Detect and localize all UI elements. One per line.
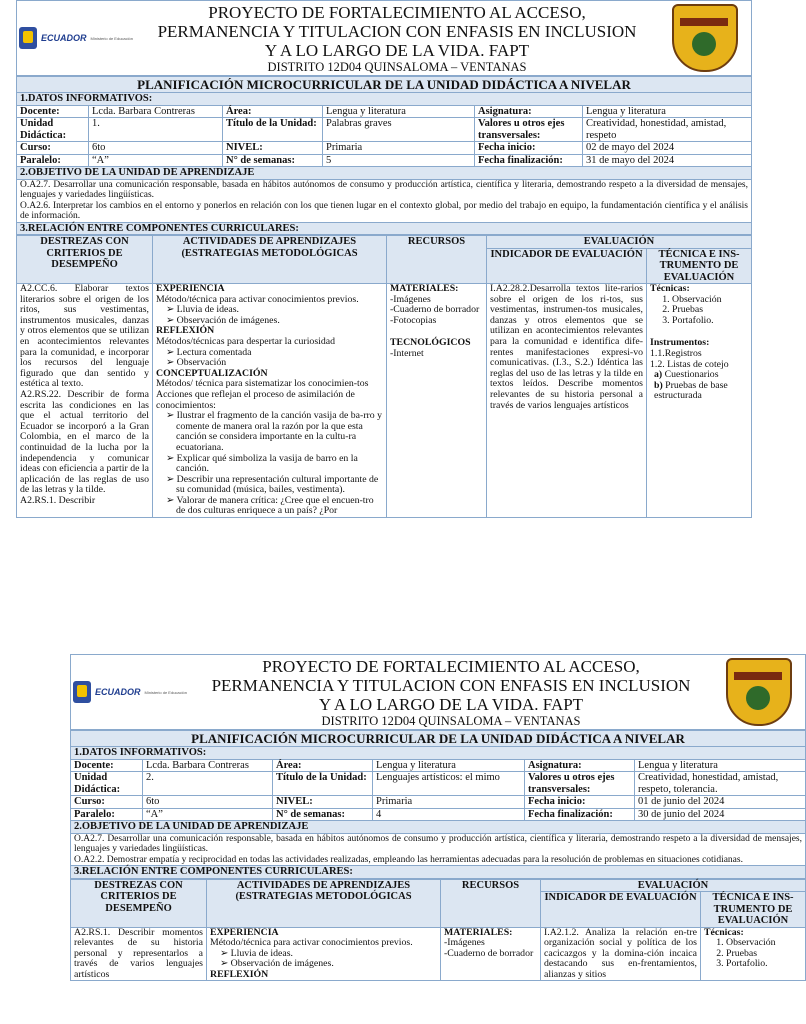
section-relacion: 3.RELACIÓN ENTRE COMPONENTES CURRICULARES:	[17, 222, 752, 235]
label-curso: Curso:	[71, 796, 143, 809]
logo-subtitle: Ministerio de Educación	[144, 689, 187, 695]
value-fecha-fin: 31 de mayo del 2024	[583, 154, 752, 167]
list-item: ➢ Ilustrar el fragmento de la canción vasija de ba-rro y comente de manera oral la razón por la que esta canción se considera importante en la cultu-ra ecuatoriana.	[166, 411, 383, 453]
col-destrezas: DESTREZAS CON CRITERIOS DE DESEMPEÑO	[71, 879, 207, 927]
col-destrezas: DESTREZAS CON CRITERIOS DE DESEMPEÑO	[17, 236, 153, 284]
act-experiencia: EXPERIENCIA	[156, 283, 225, 294]
label-paralelo: Paralelo:	[17, 154, 89, 167]
list-item: ➢ Explicar qué simboliza la vasija de barro en la canción.	[166, 454, 383, 475]
value-valores: Creatividad, honestidad, amistad, respeto, tolerancia.	[635, 772, 806, 796]
act-concept-text-2: Acciones que reflejan el proceso de asimilación de conocimientos:	[156, 388, 355, 411]
school-shield-icon	[672, 4, 738, 72]
value-area: Lengua y literatura	[323, 105, 475, 118]
rec-materiales: MATERIALES:	[444, 926, 513, 938]
objetivo-1: O.A2.7. Desarrollar una comunicación responsable, basada en hábitos autónomos de consumo y producción artística, científica y literaria, demostrando respeto a la diversidad de mensajes, lenguajes y variedades lingüísticas.	[74, 833, 802, 854]
page-header	[70, 654, 806, 730]
value-semanas: 5	[323, 154, 475, 167]
title-line-3: Y A LO LARGO DE LA VIDA. FAPT	[318, 695, 584, 714]
actividades-cell	[207, 927, 441, 981]
col-tecnica: TÉCNICA E INS-TRUMENTO DE EVALUACIÓN	[701, 892, 806, 928]
list-item: -Imágenes	[444, 937, 485, 949]
value-unidad: 2.	[143, 772, 273, 796]
list-item: -Cuaderno de borrador	[390, 304, 480, 316]
col-indicador: INDICADOR DE EVALUACIÓN	[541, 892, 701, 928]
objetivo-2: O.A2.2. Demostrar empatía y reciprocidad en todas las actividades realizadas, empleando las herramientas adecuadas para la resolución de problemas en situaciones cotidianas.	[74, 854, 743, 865]
act-conceptualizacion: CONCEPTUALIZACIÓN	[156, 367, 268, 379]
planning-title: PLANIFICACIÓN MICROCURRICULAR DE LA UNIDAD DIDÁCTICA A NIVELAR	[71, 731, 806, 747]
ministry-logo	[71, 655, 189, 729]
district-line: DISTRITO 12D04 QUINSALOMA – VENTANAS	[267, 60, 527, 74]
act-experiencia: EXPERIENCIA	[210, 926, 279, 938]
value-fecha-inicio: 02 de mayo del 2024	[583, 142, 752, 155]
objetivo-1: O.A2.7. Desarrollar una comunicación responsable, basada en hábitos autónomos de consumo y producción artística, científica y literaria, demostrando respeto a la diversidad de mensajes, lenguajes y variedades lingüísticas.	[20, 179, 748, 200]
list-item: ➢ Observación de imágenes.	[232, 959, 437, 970]
logo-text: ECUADOR	[41, 33, 87, 43]
value-docente: Lcda. Barbara Contreras	[89, 105, 223, 118]
list-item: 3. Portafolio.	[672, 316, 748, 327]
destreza-1: A2.RS.1. Describir momentos relevantes de su historia personal y representarlos a través de varios lenguajes artísticos	[74, 926, 203, 980]
list-item: 1. Observación	[726, 938, 802, 949]
planning-title: PLANIFICACIÓN MICROCURRICULAR DE LA UNIDAD DIDÁCTICA A NIVELAR	[17, 77, 752, 93]
act-reflexion: REFLEXIÓN	[156, 325, 215, 337]
col-actividades: ACTIVIDADES DE APRENDIZAJES (ESTRATEGIAS METODOLÓGICAS	[207, 879, 441, 927]
objetivo-2: O.A2.6. Interpretar los cambios en el entorno y ponerlos en relación con los que tienen lugar en el contexto global, por medio del trabajo en equipo, la fundamentación científica y el análisis de información.	[20, 200, 748, 221]
value-curso: 6to	[89, 142, 223, 155]
value-nivel: Primaria	[373, 796, 525, 809]
indicador-cell: I.A2.28.2.Desarrolla textos lite-rarios sobre el origen de los ri-tos, sus vestimentas, instrumen-tos musicales, danzas y otros elementos que se utilizan en acontecimientos relevantes para la comunidad e identifica dife-rentes manifestaciones expresi-vo comunicativas. (I.3., S.2.) Idéntica las reglas del uso de las letras y la tilde en textos leídos. Describe momentos relevantes de su historia personal a través de varios lenguajes artísticos	[487, 284, 647, 518]
project-title	[189, 655, 713, 729]
school-shield	[659, 1, 751, 75]
rec-tecnologicos: TECNOLÓGICOS	[390, 337, 471, 349]
col-indicador: INDICADOR DE EVALUACIÓN	[487, 248, 647, 284]
value-docente: Lcda. Barbara Contreras	[143, 759, 273, 772]
rec-internet: -Internet	[390, 347, 424, 359]
value-fecha-inicio: 01 de junio del 2024	[635, 796, 806, 809]
list-item: 1.2. Listas de cotejo	[650, 358, 729, 370]
ministry-logo	[17, 1, 135, 75]
label-titulo: Título de la Unidad:	[273, 772, 373, 796]
planning-page-2	[70, 654, 802, 1024]
label-fecha-fin: Fecha finalización:	[475, 154, 583, 167]
list-item: ➢ Describir una representación cultural importante de su comunidad (música, bailes, vestimenta).	[166, 475, 383, 496]
label-asignatura: Asignatura:	[475, 105, 583, 118]
list-item: 1. Observación	[672, 295, 748, 306]
list-item: ➢ Valorar de manera crítica: ¿Cree que el encuen-tro de dos culturas enriquece a un país? ¿Por	[166, 496, 383, 517]
list-item: -Cuaderno de borrador	[444, 947, 534, 959]
label-unidad: Unidad Didáctica:	[71, 772, 143, 796]
col-evaluacion: EVALUACIÓN	[541, 879, 806, 892]
value-semanas: 4	[373, 808, 525, 821]
act-exp-text: Método/técnica para activar conocimientos previos.	[156, 293, 359, 305]
curriculum-table	[16, 235, 752, 518]
value-fecha-fin: 30 de junio del 2024	[635, 808, 806, 821]
title-line-1: PROYECTO DE FORTALECIMIENTO AL ACCESO,	[262, 657, 640, 676]
destrezas-cell	[17, 284, 153, 518]
list-item: a) Cuestionarios	[654, 369, 719, 381]
label-nivel: NIVEL:	[273, 796, 373, 809]
label-fecha-inicio: Fecha inicio:	[475, 142, 583, 155]
rec-materiales: MATERIALES:	[390, 283, 459, 294]
title-line-2: PERMANENCIA Y TITULACION CON ENFASIS EN INCLUSION	[157, 22, 637, 41]
act-exp-text: Método/técnica para activar conocimientos previos.	[210, 937, 413, 949]
label-area: Área:	[223, 105, 323, 118]
label-asignatura: Asignatura:	[525, 759, 635, 772]
list-item: ➢ Lectura comentada	[178, 348, 383, 359]
label-titulo: Título de la Unidad:	[223, 118, 323, 142]
tecnica-cell	[647, 284, 752, 518]
tec-tecnicas: Técnicas:	[650, 283, 690, 294]
destreza-2: A2.RS.22. Describir de forma escrita las condiciones en las que el actual territorio del Ecuador se incorporó a la Gran Colombia, en el marco de la continuidad de la lucha por la independencia y comunicar ideas con eficiencia a partir de la aplicación de las reglas de uso de las letras y la tilde.	[20, 388, 149, 496]
tec-instrumentos: Instrumentos:	[650, 337, 710, 349]
col-tecnica: TÉCNICA E INS-TRUMENTO DE EVALUACIÓN	[647, 248, 752, 284]
label-fecha-fin: Fecha finalización:	[525, 808, 635, 821]
list-item: ➢ Lluvia de ideas.	[232, 949, 437, 960]
col-recursos: RECURSOS	[441, 879, 541, 927]
value-area: Lengua y literatura	[373, 759, 525, 772]
col-evaluacion: EVALUACIÓN	[487, 236, 752, 249]
list-item: 2. Pruebas	[726, 949, 802, 960]
section-datos: 1.DATOS INFORMATIVOS:	[71, 747, 806, 760]
info-table	[16, 76, 752, 235]
list-item: b) Pruebas de base estructurada	[654, 379, 728, 402]
value-titulo: Lenguajes artísticos: el mimo	[373, 772, 525, 796]
label-docente: Docente:	[71, 759, 143, 772]
logo-text: ECUADOR	[95, 687, 141, 697]
label-nivel: NIVEL:	[223, 142, 323, 155]
label-semanas: N° de semanas:	[273, 808, 373, 821]
list-item: -Fotocopias	[390, 314, 437, 326]
value-asignatura: Lengua y literatura	[635, 759, 806, 772]
act-ref-text: Métodos/técnicas para despertar la curiosidad	[156, 335, 335, 347]
destreza-1: A2.CC.6. Elaborar textos literarios sobre el origen de los ritos, sus vestimentas, instrumentos musicales, danzas y otros elementos que se utilizan en acontecimientos relevantes para la comunidad, e incorporar los recursos del lenguaje figurado que dan sentido y estética al texto.	[20, 283, 149, 390]
tec-tecnicas: Técnicas:	[704, 926, 744, 938]
list-item: ➢ Lluvia de ideas.	[178, 305, 383, 316]
school-shield-icon	[726, 658, 792, 726]
value-asignatura: Lengua y literatura	[583, 105, 752, 118]
label-valores: Valores u otros ejes transversales:	[475, 118, 583, 142]
logo-subtitle: Ministerio de Educación	[90, 35, 133, 41]
label-semanas: N° de semanas:	[223, 154, 323, 167]
value-paralelo: “A”	[89, 154, 223, 167]
col-actividades: ACTIVIDADES DE APRENDIZAJES (ESTRATEGIAS METODOLÓGICAS	[153, 236, 387, 284]
page-header	[16, 0, 752, 76]
value-valores: Creatividad, honestidad, amistad, respeto	[583, 118, 752, 142]
info-table	[70, 730, 806, 879]
act-concept-text: Métodos/ técnica para sistematizar los conocimien-tos	[156, 378, 369, 390]
section-relacion: 3.RELACIÓN ENTRE COMPONENTES CURRICULARES:	[71, 866, 806, 879]
label-fecha-inicio: Fecha inicio:	[525, 796, 635, 809]
section-objetivo: 2.OBJETIVO DE LA UNIDAD DE APRENDIZAJE	[71, 821, 806, 834]
label-area: Área:	[273, 759, 373, 772]
actividades-cell	[153, 284, 387, 518]
label-paralelo: Paralelo:	[71, 808, 143, 821]
list-item: -Imágenes	[390, 293, 431, 305]
title-line-3: Y A LO LARGO DE LA VIDA. FAPT	[264, 41, 530, 60]
destrezas-cell	[71, 927, 207, 981]
ecuador-emblem-icon	[73, 681, 91, 703]
section-objetivo: 2.OBJETIVO DE LA UNIDAD DE APRENDIZAJE	[17, 167, 752, 180]
tecnica-cell	[701, 927, 806, 981]
objetivos-cell	[17, 179, 752, 222]
title-line-2: PERMANENCIA Y TITULACION CON ENFASIS EN INCLUSION	[211, 676, 691, 695]
value-paralelo: “A”	[143, 808, 273, 821]
list-item: ➢ Observación	[178, 358, 383, 369]
value-unidad: 1.	[89, 118, 223, 142]
indicador-cell: I.A2.1.2. Analiza la relación en-tre organización social y política de los cacicazgos y la domina-ción incaica destacando sus en-frentamientos, alianzas y sitios	[541, 927, 701, 981]
objetivos-cell	[71, 833, 806, 866]
label-curso: Curso:	[17, 142, 89, 155]
list-item: 2. Pruebas	[672, 305, 748, 316]
value-titulo: Palabras graves	[323, 118, 475, 142]
ecuador-emblem-icon	[19, 27, 37, 49]
recursos-cell	[441, 927, 541, 981]
label-unidad: Unidad Didáctica:	[17, 118, 89, 142]
school-shield	[713, 655, 805, 729]
list-item: 3. Portafolio.	[726, 959, 802, 970]
district-line: DISTRITO 12D04 QUINSALOMA – VENTANAS	[321, 714, 581, 728]
planning-page-1	[16, 0, 752, 594]
col-recursos: RECURSOS	[387, 236, 487, 284]
act-reflexion: REFLEXIÓN	[210, 968, 269, 980]
list-item: 1.1.Registros	[650, 347, 702, 359]
value-curso: 6to	[143, 796, 273, 809]
label-valores: Valores u otros ejes transversales:	[525, 772, 635, 796]
list-item: ➢ Observación de imágenes.	[178, 316, 383, 327]
curriculum-table	[70, 879, 806, 982]
label-docente: Docente:	[17, 105, 89, 118]
title-line-1: PROYECTO DE FORTALECIMIENTO AL ACCESO,	[208, 3, 586, 22]
destreza-3: A2.RS.1. Describir	[20, 494, 96, 506]
recursos-cell	[387, 284, 487, 518]
value-nivel: Primaria	[323, 142, 475, 155]
project-title	[135, 1, 659, 75]
section-datos: 1.DATOS INFORMATIVOS:	[17, 93, 752, 106]
